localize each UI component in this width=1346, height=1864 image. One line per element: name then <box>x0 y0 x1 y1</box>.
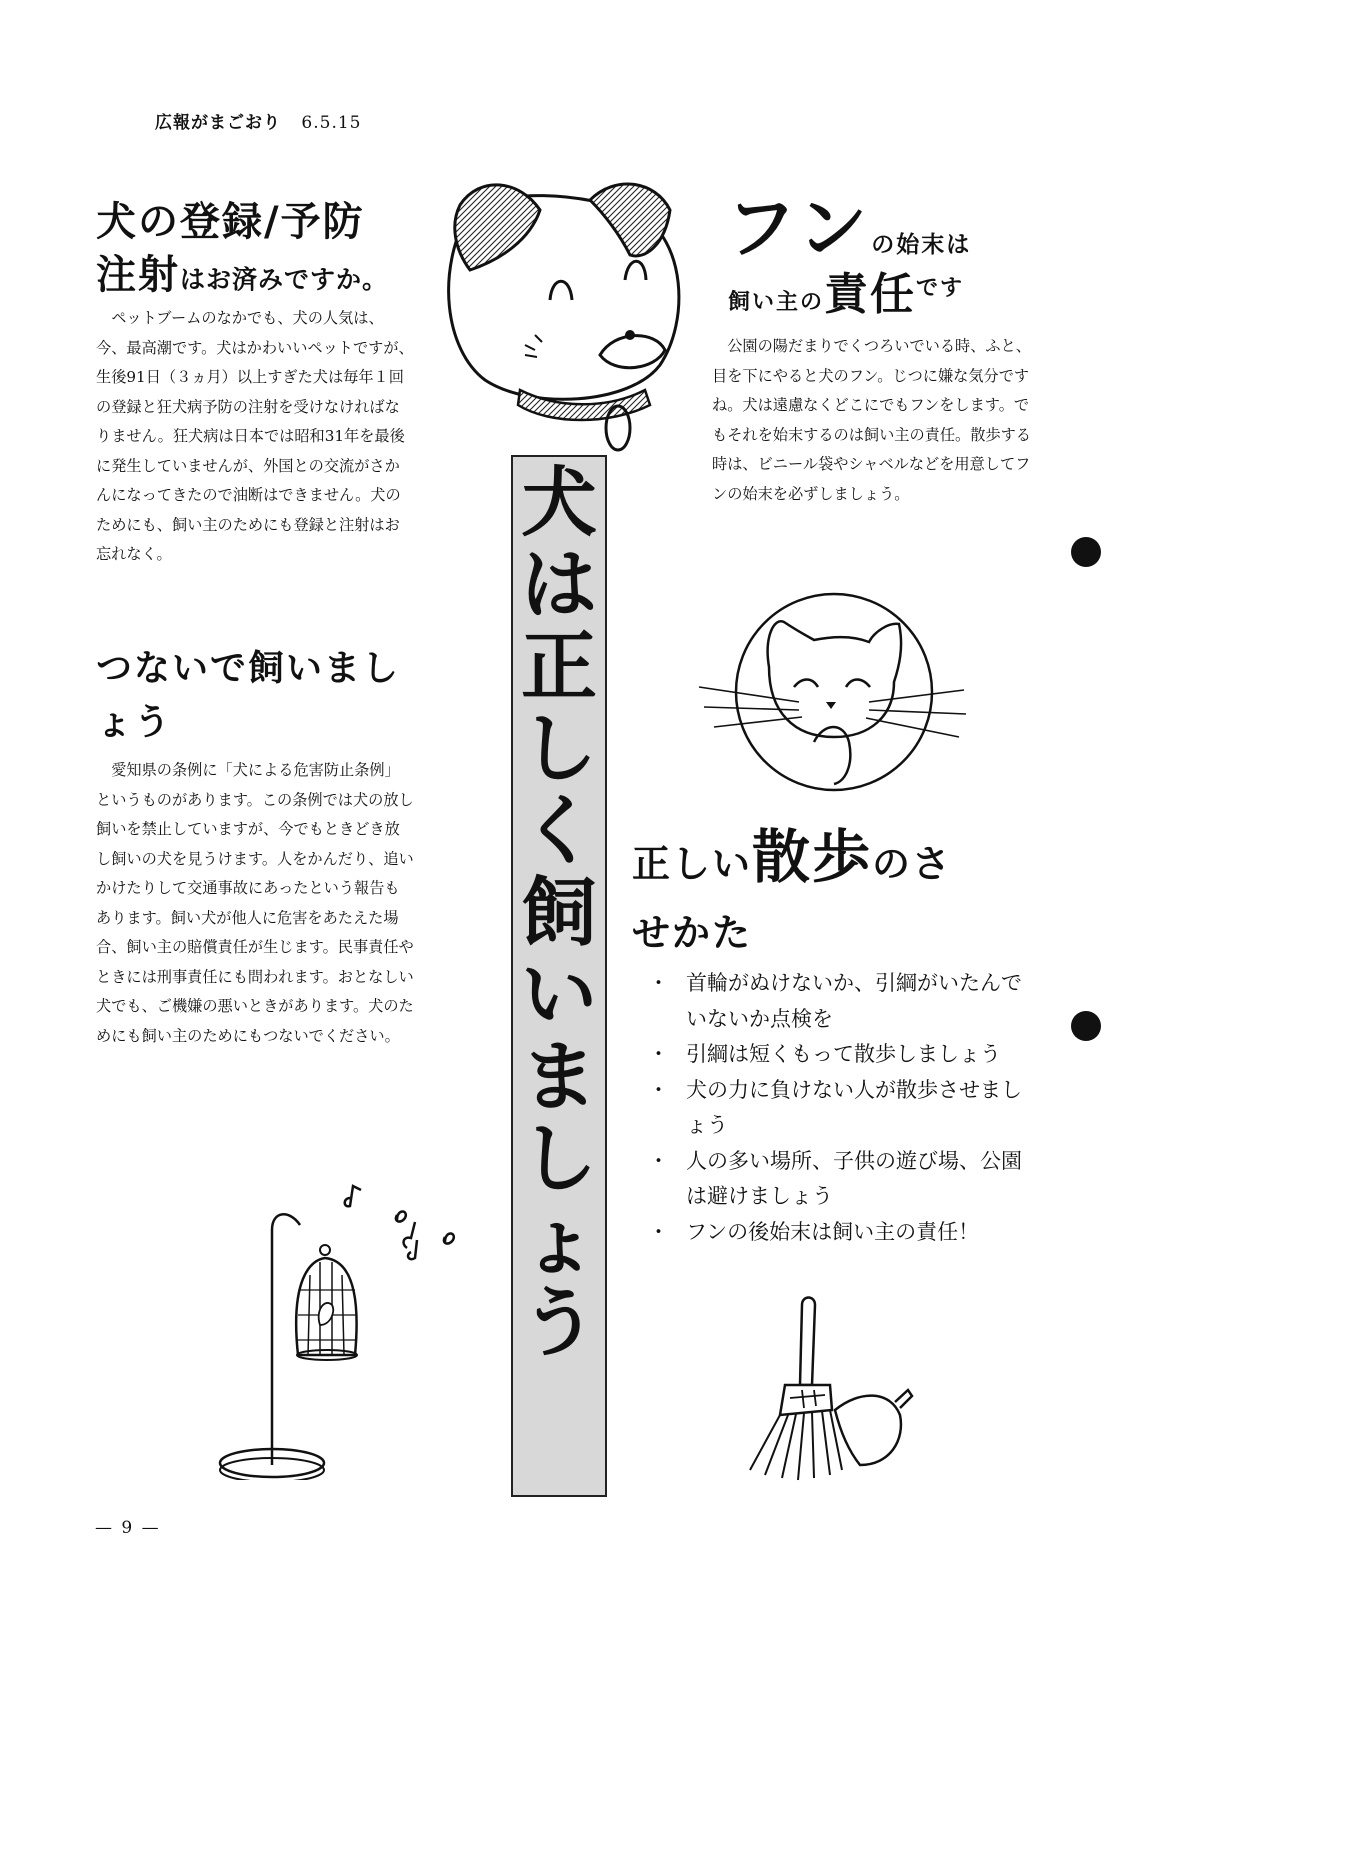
binder-hole-icon <box>1071 537 1101 567</box>
list-item: ・ 人の多い場所、子供の遊び場、公園は避けましょう <box>648 1144 1028 1215</box>
section4-title-part1: 正しい <box>632 842 753 886</box>
section3-title-big: フン <box>726 187 872 269</box>
page-header <box>155 108 361 133</box>
cat-illustration <box>694 592 974 792</box>
binder-hole-icon <box>1071 1011 1101 1041</box>
section1-paragraph: ペットブームのなかでも、犬の人気は、今、最高潮です。犬はかわいいペットですが、生後91日（３ヵ月）以上すぎた犬は毎年１回の登録と狂犬病予防の注射を受けなければなりません。狂犬病は日本では昭和31年を最後に発生していませんが、外国との交流がさかんになってきたので油断はできません。犬のためにも、飼い主のためにも登録と注射はお忘れなく。 <box>96 309 414 563</box>
page-number: — 9 — <box>95 1518 161 1538</box>
broom-dustpan-illustration <box>730 1290 920 1490</box>
section1-title-big: 注射 <box>96 252 180 298</box>
section1-body <box>96 304 414 570</box>
section3-title-line2 <box>728 258 964 322</box>
banner-char: 正 <box>521 622 597 711</box>
section1-title-line2 <box>96 243 388 300</box>
section3-paragraph: 公園の陽だまりでくつろいでいる時、ふと、目を下にやると犬のフン。じつに嫌な気分ですね。犬は遠慮なくどこにでもフンをします。でもそれを始末するのは飼い主の責任。散歩する時は、ビニール袋やシャベルなどを用意してフンの始末を必ずしましょう。 <box>712 337 1031 503</box>
walking-tips-list <box>648 966 1028 1250</box>
section4-title-line1 <box>632 810 952 894</box>
banner-char: し <box>521 704 597 793</box>
banner-char: は <box>521 540 597 629</box>
section3-body <box>712 332 1032 509</box>
section1-title-line1: 犬の登録/予防 <box>96 199 365 245</box>
banner-char: い <box>521 950 597 1039</box>
section4-title-part4: せかた <box>632 911 753 955</box>
banner-char: ょ <box>521 1196 597 1285</box>
publication-name: 広報がまごおり <box>155 113 281 133</box>
dog-illustration <box>440 170 700 460</box>
vertical-banner-title <box>511 458 607 1367</box>
section3-title-small3: です <box>916 276 965 301</box>
banner-char: う <box>521 1278 597 1367</box>
list-item: ・ 引綱は短くもって散歩しましょう <box>648 1037 1028 1073</box>
section2-paragraph: 愛知県の条例に「犬による危害防止条例」というものがあります。この条例では犬の放し飼いを禁止していますが、今でもときどき放し飼いの犬を見うけます。人をかんだり、追いかけたりして交通事故にあったという報告もあります。飼い犬が他人に危害をあたえた場合、飼い主の賠償責任が生じます。民事責任やときには刑事責任にも問われます。おとなしい犬でも、ご機嫌の悪いときがあります。犬のためにも飼い主のためにもつないでください。 <box>96 761 414 1045</box>
section4-title-part2: 散歩 <box>752 823 873 891</box>
banner-char: 飼 <box>521 868 597 957</box>
banner-char: ま <box>521 1032 597 1121</box>
section3-title-small1: の始末は <box>871 232 972 258</box>
banner-char: し <box>521 1114 597 1203</box>
music-notes-icon <box>335 1180 475 1280</box>
list-item: ・ 犬の力に負けない人が散歩させましょう <box>648 1073 1028 1144</box>
section3-title-small2: 飼い主の <box>728 290 825 315</box>
section2-title: つないで飼いましょう <box>96 648 401 743</box>
list-item: ・ 首輪がぬけないか、引綱がいたんでいないか点検を <box>648 966 1028 1037</box>
banner-char: く <box>521 786 597 875</box>
banner-char: 犬 <box>521 458 597 547</box>
section3-title-big2: 責任 <box>824 269 917 320</box>
section2-body <box>96 756 414 1051</box>
list-item: ・ フンの後始末は飼い主の責任！ <box>648 1215 1028 1251</box>
section1-title-small: はお済みですか。 <box>180 265 389 294</box>
issue-date: 6.5.15 <box>301 113 362 133</box>
section4-title-part3: のさ <box>872 842 953 886</box>
